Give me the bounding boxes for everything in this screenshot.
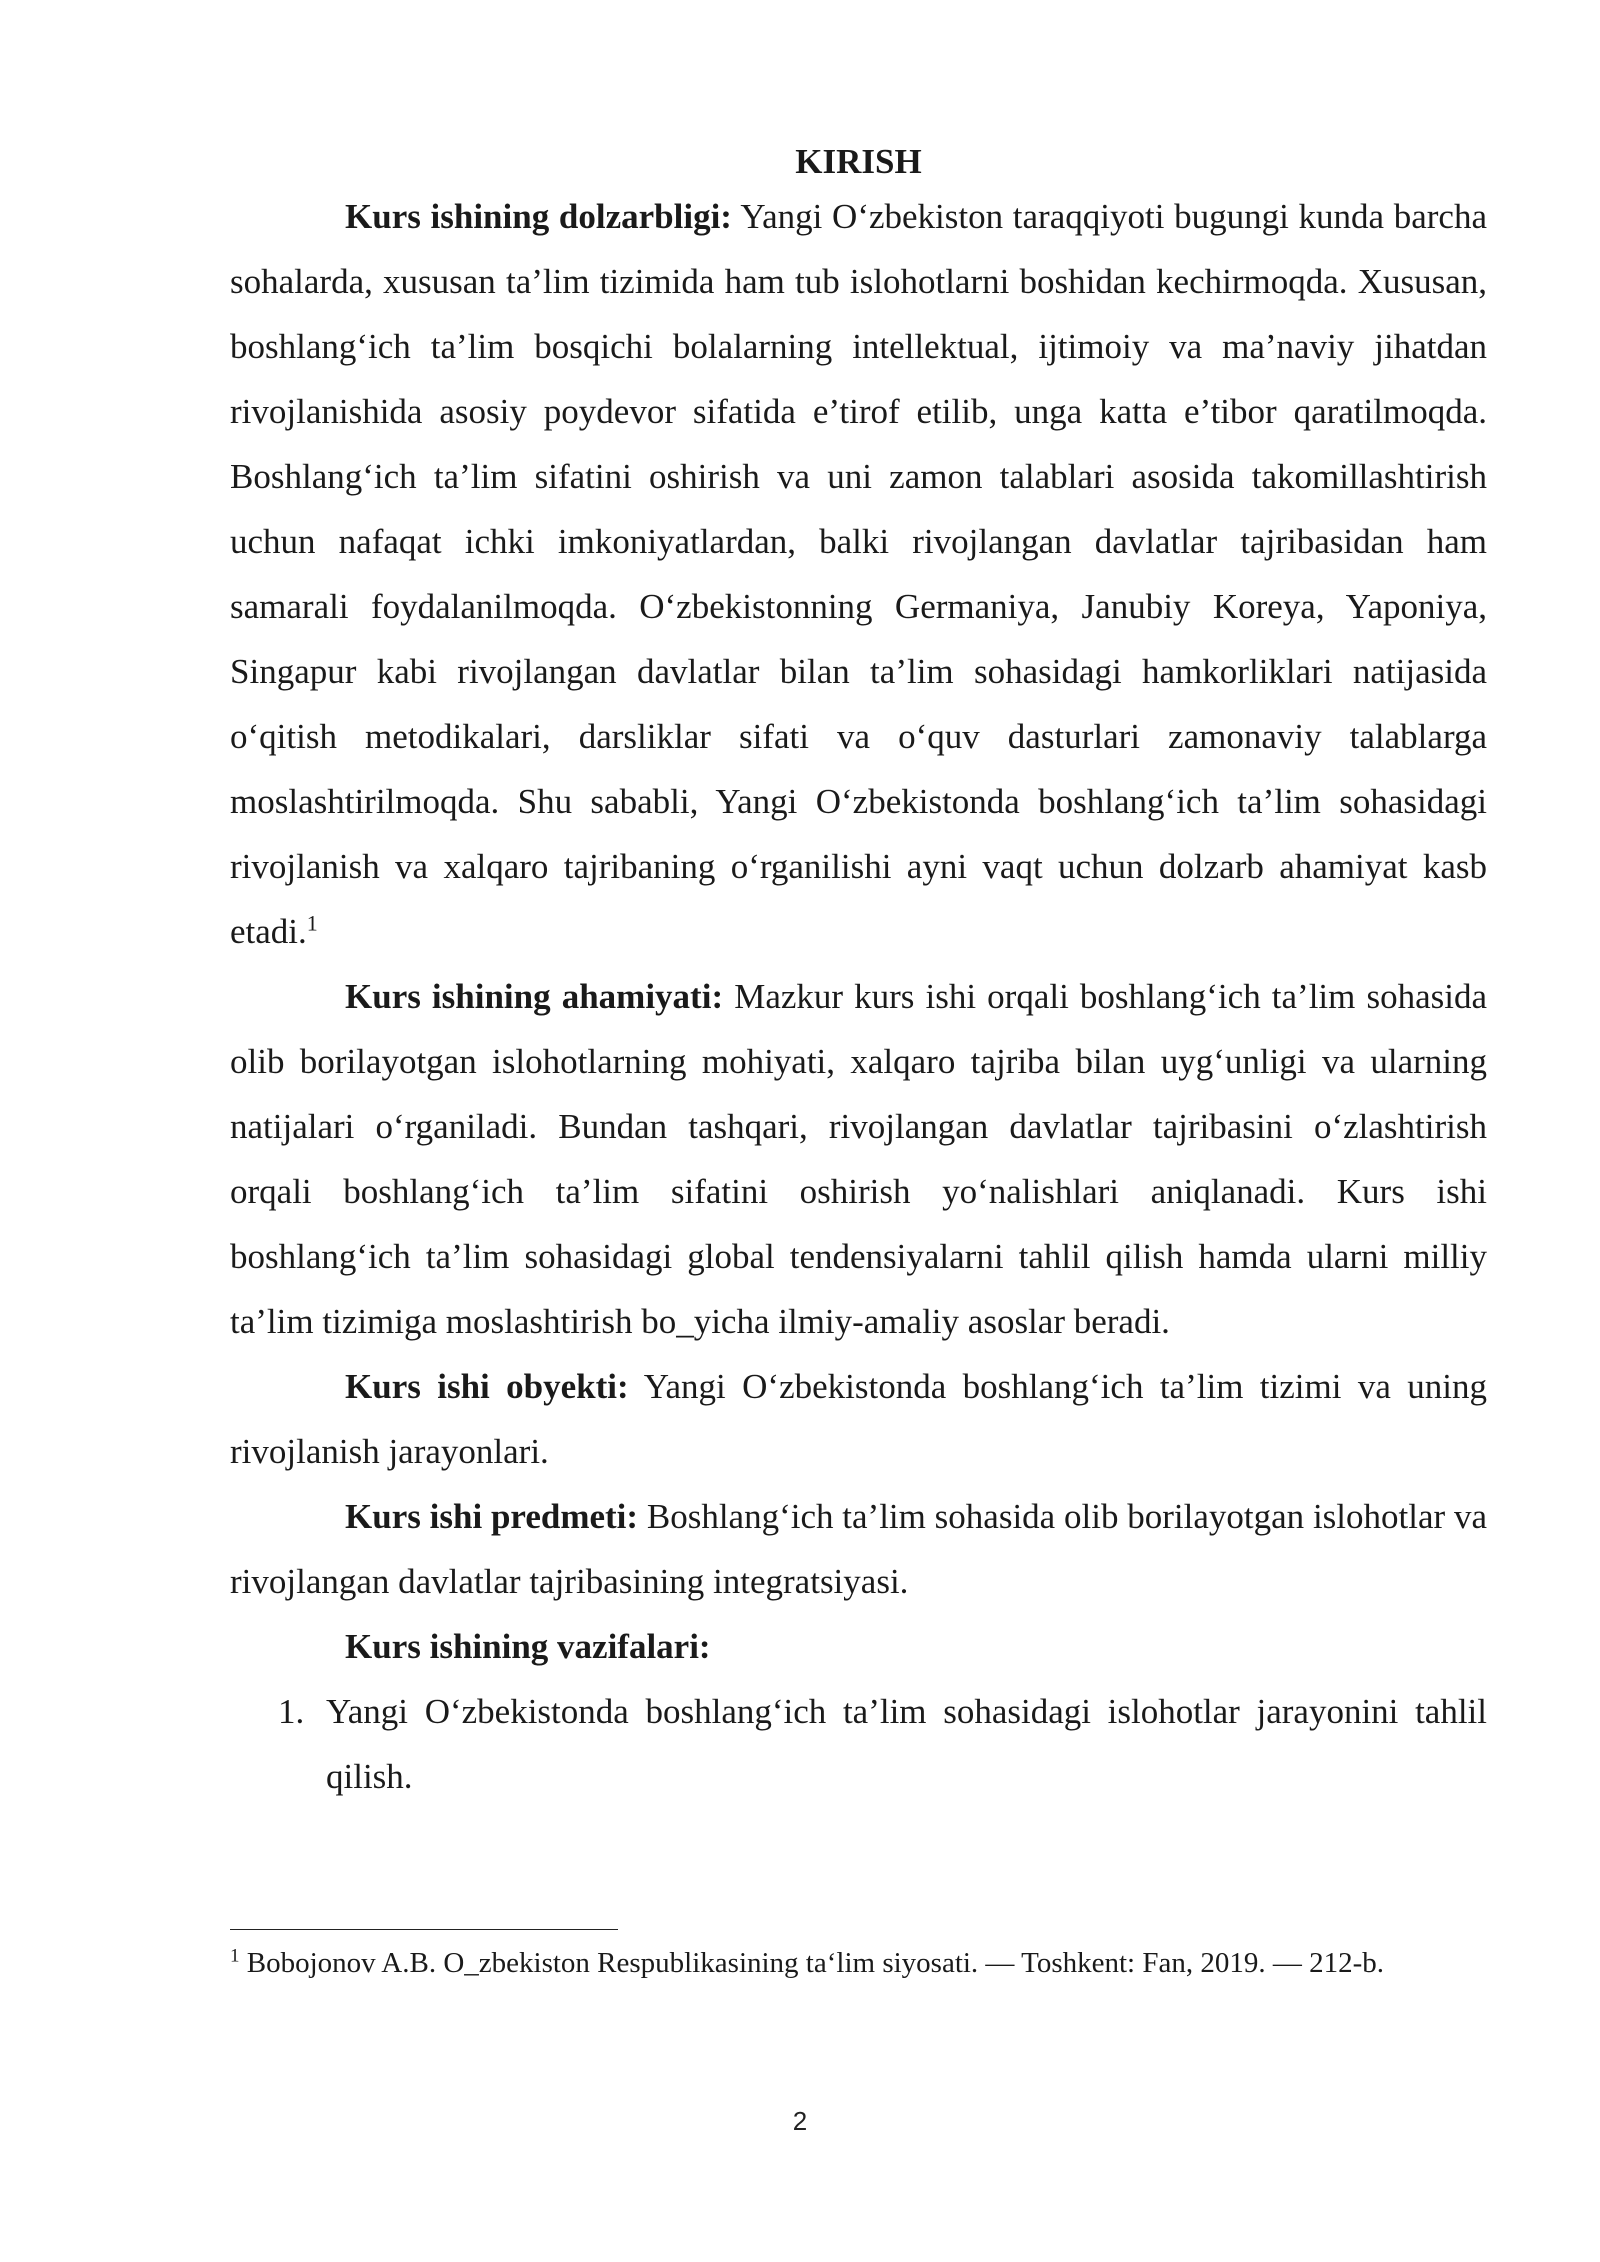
paragraph-label: Kurs ishining vazifalari: xyxy=(345,1627,711,1666)
footnote-reference[interactable]: 1 xyxy=(306,910,318,936)
paragraph-vazifalari xyxy=(230,1614,1487,1679)
paragraph-predmeti xyxy=(230,1484,1487,1614)
page-body xyxy=(230,140,1487,1809)
footnote-separator xyxy=(230,1929,618,1930)
footnote-marker: 1 xyxy=(230,1945,240,1967)
list-item-number: 1. xyxy=(278,1692,305,1731)
list-item-text: Yangi O‘zbekistonda boshlang‘ich ta’lim sohasidagi islohotlar jarayonini tahlil qilish. xyxy=(326,1692,1487,1796)
paragraph-obyekti xyxy=(230,1354,1487,1484)
footnote xyxy=(230,1937,1487,1990)
paragraph-label: Kurs ishining dolzarbligi: xyxy=(345,197,732,236)
paragraph-text: Boshlang‘ich ta’lim sohasida olib borilayotgan islohotlar va rivojlangan davlatlar tajribasining integratsiyasi. xyxy=(230,1497,1487,1601)
paragraph-label: Kurs ishi obyekti: xyxy=(345,1367,629,1406)
paragraph-label: Kurs ishining ahamiyati: xyxy=(345,977,724,1016)
paragraph-label: Kurs ishi predmeti: xyxy=(345,1497,639,1536)
paragraph-text: Yangi O‘zbekiston taraqqiyoti bugungi kunda barcha sohalarda, xususan ta’lim tizimida ham tub islohotlarni boshidan kechirmoqda. Xususan, boshlang‘ich ta’lim bosqichi bolalarning intellektual, ijtimoiy va ma’naviy jihatdan rivojlanishida asosiy poydevor sifatida e’tirof etilib, unga katta e’tibor qaratilmoqda. Boshlang‘ich ta’lim sifatini oshirish va uni zamon talablari asosida takomillashtirish uchun nafaqat ichki imkoniyatlardan, balki rivojlangan davlatlar tajribasidan ham samarali foydalanilmoqda. O‘zbekistonning Germaniya, Janubiy Koreya, Yaponiya, Singapur kabi rivojlangan davlatlar bilan ta’lim sohasidagi hamkorliklari natijasida o‘qitish metodikalari, darsliklar sifati va o‘quv dasturlari zamonaviy talablarga moslashtirilmoqda. Shu sababli, Yangi O‘zbekistonda boshlang‘ich ta’lim sohasidagi rivojlanish va xalqaro tajribaning o‘rganilishi ayni vaqt uchun dolzarb ahamiyat kasb etadi. xyxy=(230,197,1487,951)
paragraph-text: Mazkur kurs ishi orqali boshlang‘ich ta’lim sohasida olib borilayotgan islohotlarning mohiyati, xalqaro tajriba bilan uyg‘unligi va ularning natijalari o‘rganiladi. Bundan tashqari, rivojlangan davlatlar tajribasini o‘zlashtirish orqali boshlang‘ich ta’lim sifatini oshirish yo‘nalishlari aniqlanadi. Kurs ishi boshlang‘ich ta’lim sohasidagi global tendensiyalarni tahlil qilish hamda ularni milliy ta’lim tizimiga moslashtirish bo_yicha ilmiy-amaliy asoslar beradi. xyxy=(230,977,1487,1341)
footnote-text: Bobojonov A.B. O_zbekiston Respublikasining ta‘lim siyosati. — Toshkent: Fan, 2019. — 212-b. xyxy=(239,1947,1385,1979)
list-item xyxy=(230,1679,1487,1809)
page-number: 2 xyxy=(792,2106,808,2136)
paragraph-text: Yangi O‘zbekistonda boshlang‘ich ta’lim tizimi va uning rivojlanish jarayonlari. xyxy=(230,1367,1487,1471)
paragraph-dolzarbligi xyxy=(230,184,1487,964)
page-title: KIRISH xyxy=(795,142,922,181)
tasks-list xyxy=(230,1679,1487,1809)
paragraph-ahamiyati xyxy=(230,964,1487,1354)
